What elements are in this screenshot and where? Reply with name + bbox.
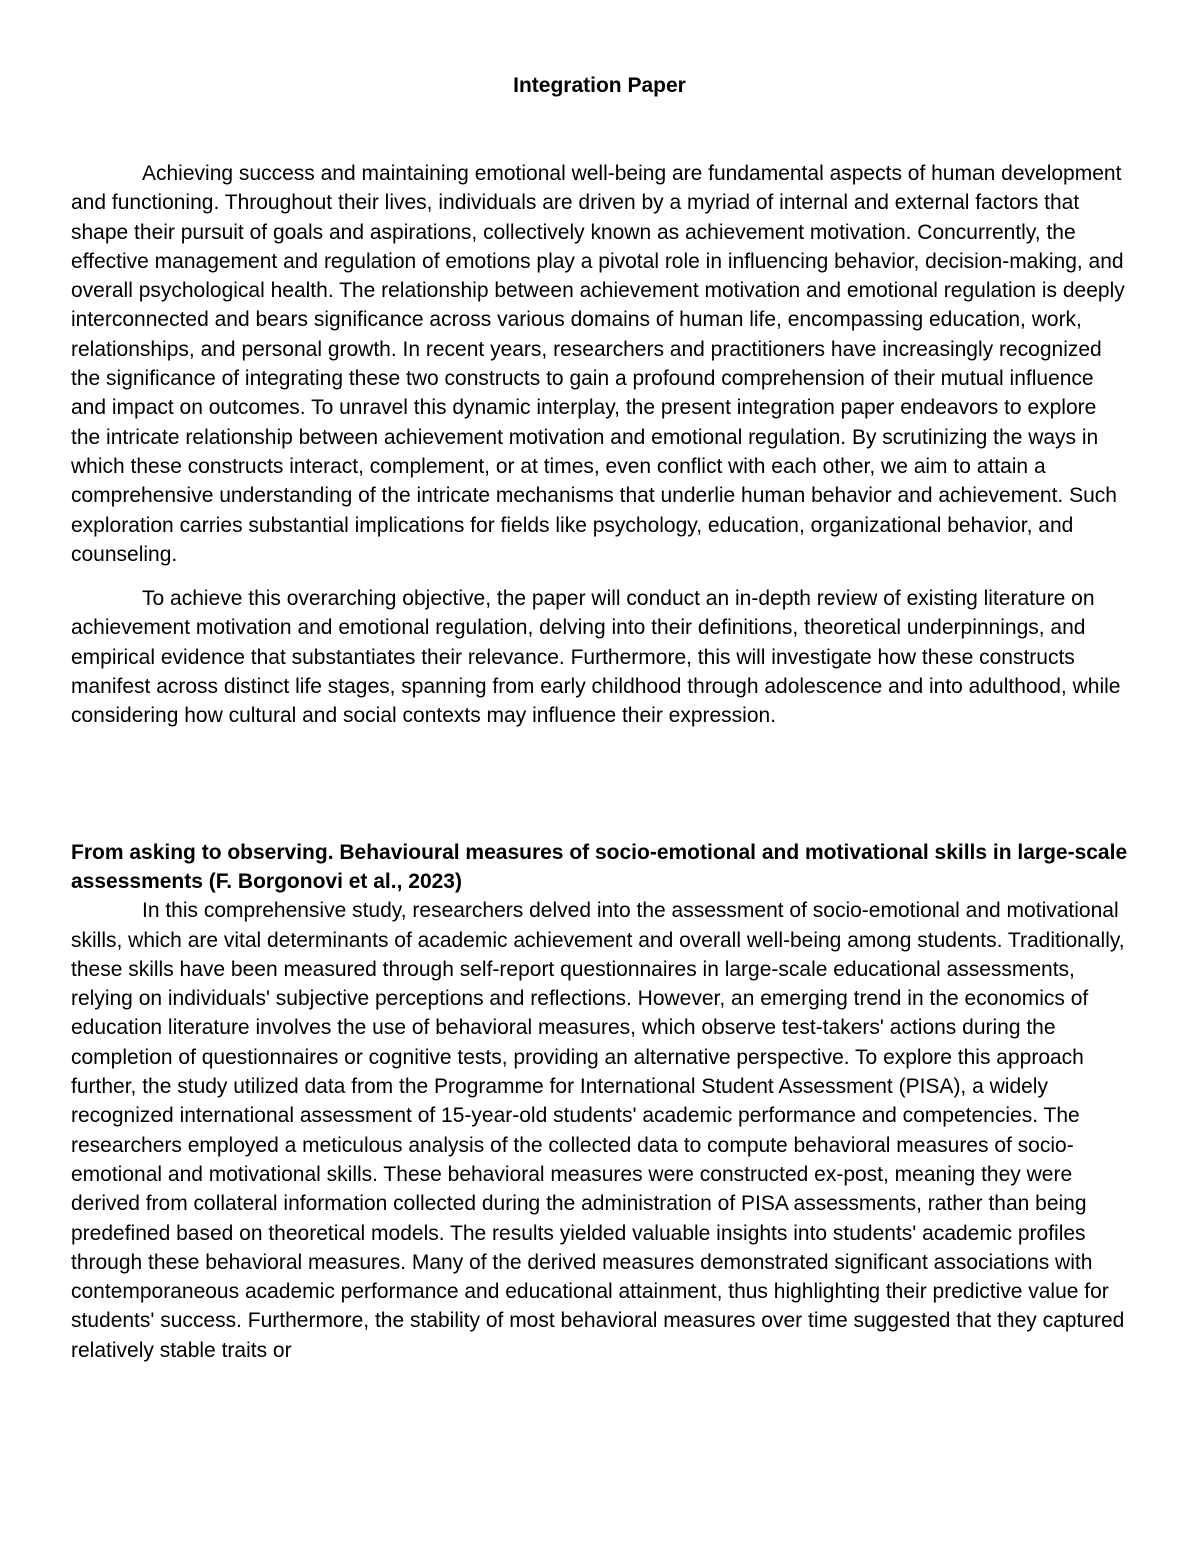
section-heading: From asking to observing. Behavioural measures of socio-emotional and motivational skills in large-scale assessments (F. Borgonovi et al., 2023) <box>71 840 1128 893</box>
intro-paragraph-1: Achieving success and maintaining emotional well-being are fundamental aspects of human development and functioning. Throughout their lives, individuals are driven by a myriad of internal and external factors that shape their pursuit of goals and aspirations, collectively known as achievement motivation. Concurrently, the effective management and regulation of emotions play a pivotal role in influencing behavior, decision-making, and overall psychological health. The relationship between achievement motivation and emotional regulation is deeply interconnected and bears significance across various domains of human life, encompassing education, work, relationships, and personal growth. In recent years, researchers and practitioners have increasingly recognized the significance of integrating these two constructs to gain a profound comprehension of their mutual influence and impact on outcomes. To unravel this dynamic interplay, the present integration paper endeavors to explore the intricate relationship between achievement motivation and emotional regulation. By scrutinizing the ways in which these constructs interact, complement, or at times, even conflict with each other, we aim to attain a comprehensive understanding of the intricate mechanisms that underlie human behavior and achievement. Such exploration carries substantial implications for fields like psychology, education, organizational behavior, and counseling. <box>71 162 1125 566</box>
document-title: Integration Paper <box>513 74 686 97</box>
section-paragraph: In this comprehensive study, researchers delved into the assessment of socio-emotional and motivational skills, which are vital determinants of academic achievement and overall well-being among students. Traditionally, these skills have been measured through self-report questionnaires in large-scale educational assessments, relying on individuals' subjective perceptions and reflections. However, an emerging trend in the economics of education literature involves the use of behavioral measures, which observe test-takers' actions during the completion of questionnaires or cognitive tests, providing an alternative perspective. To explore this approach further, the study utilized data from the Programme for International Student Assessment (PISA), a widely recognized international assessment of 15-year-old students' academic performance and competencies. The researchers employed a meticulous analysis of the collected data to compute behavioral measures of socio-emotional and motivational skills. These behavioral measures were constructed ex-post, meaning they were derived from collateral information collected during the administration of PISA assessments, rather than being predefined based on theoretical models. The results yielded valuable insights into students' academic profiles through these behavioral measures. Many of the derived measures demonstrated significant associations with contemporaneous academic performance and educational attainment, thus highlighting their predictive value for students' success. Furthermore, the stability of most behavioral measures over time suggested that they captured relatively stable traits or <box>71 899 1125 1362</box>
intro-paragraph-2: To achieve this overarching objective, the paper will conduct an in-depth review of existing literature on achievement motivation and emotional regulation, delving into their definitions, theoretical underpinnings, and empirical evidence that substantiates their relevance. Furthermore, this will investigate how these constructs manifest across distinct life stages, spanning from early childhood through adolescence and into adulthood, while considering how cultural and social contexts may influence their expression. <box>71 587 1121 728</box>
